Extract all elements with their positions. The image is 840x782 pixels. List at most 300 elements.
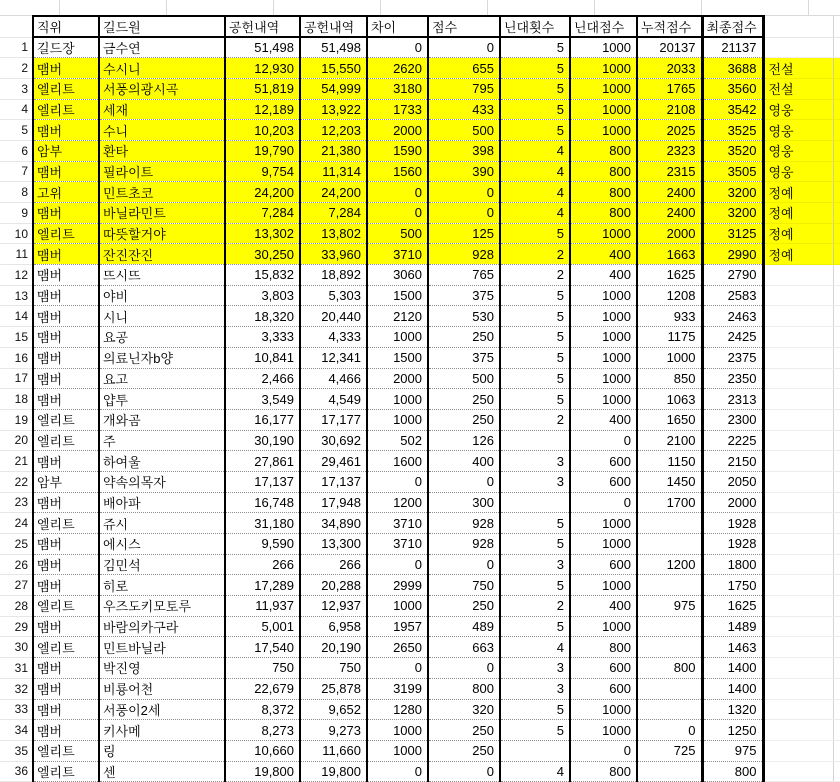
row-number[interactable]: 30 [0,637,33,658]
row-number[interactable]: 4 [0,99,33,120]
cell-contribution-before[interactable]: 24,200 [225,182,300,203]
cell-guild-member[interactable]: 쥬시 [99,513,225,534]
cell-position[interactable]: 엘리트 [33,78,99,99]
cell-final-score[interactable]: 2225 [702,430,763,451]
cell-accumulated-score[interactable]: 2100 [637,430,702,451]
cell-accumulated-score[interactable]: 20137 [637,37,702,58]
cell-accumulated-score[interactable] [637,534,702,555]
row-number[interactable]: 20 [0,430,33,451]
cell-final-score[interactable]: 1489 [702,616,763,637]
cell-rank-label[interactable]: 정예 [763,182,833,203]
header-contribution-after[interactable]: 공헌내역 [300,16,367,37]
row-number[interactable]: 26 [0,554,33,575]
cell-rank-label[interactable]: 영웅 [763,99,833,120]
cell-position[interactable]: 맴버 [33,161,99,182]
cell-contribution-before[interactable]: 27,861 [225,451,300,472]
row-number[interactable]: 9 [0,203,33,224]
cell-position[interactable]: 암부 [33,140,99,161]
cell-contribution-before[interactable]: 17,289 [225,575,300,596]
cell-contribution-after[interactable]: 17,137 [300,471,367,492]
row-number[interactable]: 29 [0,616,33,637]
cell-nindae-score[interactable]: 0 [570,740,637,761]
cell-position[interactable]: 엘리트 [33,596,99,617]
cell-guild-member[interactable]: 개와곰 [99,409,225,430]
cell-contribution-after[interactable]: 12,203 [300,120,367,141]
cell-nindae-count[interactable]: 2 [500,265,570,286]
cell-difference[interactable]: 0 [367,761,428,782]
cell-contribution-after[interactable]: 9,273 [300,720,367,741]
cell-guild-member[interactable]: 키사메 [99,720,225,741]
cell-contribution-after[interactable]: 25,878 [300,678,367,699]
cell-contribution-after[interactable]: 24,200 [300,182,367,203]
cell-difference[interactable]: 2000 [367,120,428,141]
header-rank-empty[interactable] [763,16,833,37]
cell-nindae-count[interactable]: 5 [500,99,570,120]
cell-nindae-score[interactable]: 1000 [570,285,637,306]
cell-nindae-score[interactable]: 0 [570,492,637,513]
cell-nindae-count[interactable]: 5 [500,347,570,368]
cell-nindae-count[interactable]: 5 [500,223,570,244]
cell-nindae-score[interactable]: 1000 [570,223,637,244]
cell-accumulated-score[interactable]: 1663 [637,244,702,265]
cell-position[interactable]: 맴버 [33,534,99,555]
cell-contribution-after[interactable]: 6,958 [300,616,367,637]
cell-rank-label[interactable] [763,368,833,389]
cell-score[interactable]: 433 [428,99,500,120]
cell-contribution-before[interactable]: 266 [225,554,300,575]
cell-difference[interactable]: 1500 [367,347,428,368]
cell-rank-label[interactable]: 영웅 [763,161,833,182]
cell-final-score[interactable]: 2425 [702,327,763,348]
cell-rank-label[interactable] [763,285,833,306]
cell-difference[interactable]: 0 [367,37,428,58]
cell-rank-label[interactable]: 정예 [763,244,833,265]
cell-score[interactable]: 800 [428,678,500,699]
cell-nindae-count[interactable]: 5 [500,285,570,306]
row-number[interactable]: 21 [0,451,33,472]
cell-guild-member[interactable]: 주 [99,430,225,451]
row-number[interactable]: 32 [0,678,33,699]
cell-contribution-before[interactable]: 13,302 [225,223,300,244]
cell-nindae-score[interactable]: 1000 [570,575,637,596]
cell-guild-member[interactable]: 김민석 [99,554,225,575]
cell-difference[interactable]: 1280 [367,699,428,720]
cell-rank-label[interactable] [763,513,833,534]
cell-nindae-count[interactable]: 5 [500,327,570,348]
cell-position[interactable]: 엘리트 [33,740,99,761]
cell-final-score[interactable]: 1800 [702,554,763,575]
cell-difference[interactable]: 2650 [367,637,428,658]
cell-rank-label[interactable] [763,451,833,472]
cell-score[interactable]: 663 [428,637,500,658]
cell-score[interactable]: 928 [428,244,500,265]
cell-contribution-before[interactable]: 16,748 [225,492,300,513]
cell-guild-member[interactable]: 요고 [99,368,225,389]
cell-contribution-before[interactable]: 10,841 [225,347,300,368]
cell-final-score[interactable]: 2150 [702,451,763,472]
cell-score[interactable]: 500 [428,368,500,389]
cell-position[interactable]: 맴버 [33,285,99,306]
header-final-score[interactable]: 최종점수 [702,16,763,37]
cell-final-score[interactable]: 1250 [702,720,763,741]
cell-contribution-after[interactable]: 17,177 [300,409,367,430]
cell-contribution-after[interactable]: 51,498 [300,37,367,58]
cell-nindae-count[interactable]: 5 [500,306,570,327]
cell-final-score[interactable]: 1625 [702,596,763,617]
cell-difference[interactable]: 0 [367,203,428,224]
cell-score[interactable]: 489 [428,616,500,637]
cell-final-score[interactable]: 2375 [702,347,763,368]
cell-final-score[interactable]: 3542 [702,99,763,120]
cell-difference[interactable]: 1500 [367,285,428,306]
row-number[interactable]: 31 [0,658,33,679]
cell-final-score[interactable]: 1400 [702,678,763,699]
cell-accumulated-score[interactable]: 2400 [637,182,702,203]
row-number[interactable]: 22 [0,471,33,492]
cell-score[interactable]: 390 [428,161,500,182]
cell-final-score[interactable]: 3520 [702,140,763,161]
cell-score[interactable]: 0 [428,203,500,224]
cell-position[interactable]: 엘리트 [33,223,99,244]
row-number[interactable]: 35 [0,740,33,761]
cell-nindae-count[interactable]: 5 [500,616,570,637]
cell-position[interactable]: 맴버 [33,389,99,410]
cell-position[interactable]: 맴버 [33,347,99,368]
cell-nindae-count[interactable]: 5 [500,389,570,410]
cell-nindae-count[interactable]: 3 [500,658,570,679]
cell-rank-label[interactable] [763,699,833,720]
cell-contribution-before[interactable]: 30,190 [225,430,300,451]
cell-guild-member[interactable]: 야비 [99,285,225,306]
cell-contribution-before[interactable]: 3,803 [225,285,300,306]
cell-accumulated-score[interactable] [637,761,702,782]
cell-position[interactable]: 맴버 [33,616,99,637]
cell-final-score[interactable]: 2463 [702,306,763,327]
cell-score[interactable]: 795 [428,78,500,99]
cell-position[interactable]: 맴버 [33,327,99,348]
cell-accumulated-score[interactable]: 1650 [637,409,702,430]
cell-score[interactable]: 125 [428,223,500,244]
cell-position[interactable]: 엘리트 [33,761,99,782]
cell-accumulated-score[interactable] [637,637,702,658]
cell-rank-label[interactable] [763,554,833,575]
cell-contribution-after[interactable]: 750 [300,658,367,679]
cell-accumulated-score[interactable]: 0 [637,720,702,741]
cell-final-score[interactable]: 1320 [702,699,763,720]
cell-difference[interactable]: 1733 [367,99,428,120]
cell-rank-label[interactable] [763,637,833,658]
cell-nindae-score[interactable]: 600 [570,658,637,679]
row-number[interactable]: 19 [0,409,33,430]
cell-accumulated-score[interactable]: 1450 [637,471,702,492]
cell-difference[interactable]: 2000 [367,368,428,389]
cell-nindae-score[interactable]: 1000 [570,534,637,555]
cell-guild-member[interactable]: 금수연 [99,37,225,58]
cell-guild-member[interactable]: 배아파 [99,492,225,513]
cell-guild-member[interactable]: 우즈도키모토루 [99,596,225,617]
cell-position[interactable]: 길드장 [33,37,99,58]
cell-guild-member[interactable]: 수니 [99,120,225,141]
cell-contribution-after[interactable]: 17,948 [300,492,367,513]
cell-difference[interactable]: 2120 [367,306,428,327]
row-number[interactable]: 1 [0,37,33,58]
row-number[interactable]: 24 [0,513,33,534]
cell-difference[interactable]: 2620 [367,58,428,79]
cell-difference[interactable]: 1000 [367,596,428,617]
cell-contribution-after[interactable]: 9,652 [300,699,367,720]
cell-difference[interactable]: 1000 [367,389,428,410]
cell-contribution-before[interactable]: 10,203 [225,120,300,141]
cell-accumulated-score[interactable]: 725 [637,740,702,761]
row-number[interactable]: 5 [0,120,33,141]
cell-contribution-after[interactable]: 12,341 [300,347,367,368]
cell-rank-label[interactable] [763,471,833,492]
cell-nindae-count[interactable]: 5 [500,534,570,555]
header-difference[interactable]: 차이 [367,16,428,37]
cell-difference[interactable]: 0 [367,658,428,679]
cell-position[interactable]: 맴버 [33,658,99,679]
corner-cell[interactable] [0,16,33,37]
cell-nindae-score[interactable]: 600 [570,554,637,575]
cell-position[interactable]: 엘리트 [33,513,99,534]
cell-position[interactable]: 맴버 [33,492,99,513]
cell-accumulated-score[interactable] [637,616,702,637]
cell-contribution-before[interactable]: 11,937 [225,596,300,617]
cell-nindae-score[interactable]: 600 [570,678,637,699]
row-number[interactable]: 18 [0,389,33,410]
header-guild-member[interactable]: 길드원 [99,16,225,37]
cell-position[interactable]: 엘리트 [33,430,99,451]
cell-nindae-score[interactable]: 800 [570,161,637,182]
cell-difference[interactable]: 3710 [367,513,428,534]
cell-difference[interactable]: 1957 [367,616,428,637]
cell-nindae-count[interactable] [500,740,570,761]
cell-final-score[interactable]: 2350 [702,368,763,389]
cell-rank-label[interactable] [763,265,833,286]
cell-difference[interactable]: 1000 [367,720,428,741]
cell-contribution-after[interactable]: 19,800 [300,761,367,782]
cell-nindae-score[interactable]: 800 [570,761,637,782]
cell-contribution-before[interactable]: 5,001 [225,616,300,637]
cell-nindae-score[interactable]: 1000 [570,368,637,389]
cell-score[interactable]: 250 [428,596,500,617]
cell-accumulated-score[interactable]: 850 [637,368,702,389]
cell-contribution-after[interactable]: 30,692 [300,430,367,451]
cell-nindae-score[interactable]: 1000 [570,37,637,58]
cell-contribution-after[interactable]: 20,440 [300,306,367,327]
cell-accumulated-score[interactable] [637,575,702,596]
cell-position[interactable]: 맴버 [33,451,99,472]
cell-contribution-before[interactable]: 31,180 [225,513,300,534]
cell-difference[interactable]: 2999 [367,575,428,596]
cell-score[interactable]: 655 [428,58,500,79]
row-number[interactable]: 23 [0,492,33,513]
cell-position[interactable]: 맴버 [33,678,99,699]
cell-guild-member[interactable]: 민트바닐라 [99,637,225,658]
cell-nindae-count[interactable]: 5 [500,37,570,58]
cell-contribution-after[interactable]: 5,303 [300,285,367,306]
cell-final-score[interactable]: 1750 [702,575,763,596]
cell-contribution-before[interactable]: 22,679 [225,678,300,699]
cell-contribution-before[interactable]: 17,137 [225,471,300,492]
cell-score[interactable]: 765 [428,265,500,286]
header-nindae-score[interactable]: 닌대점수 [570,16,637,37]
cell-final-score[interactable]: 2790 [702,265,763,286]
cell-final-score[interactable]: 2990 [702,244,763,265]
cell-score[interactable]: 400 [428,451,500,472]
cell-nindae-count[interactable]: 5 [500,720,570,741]
row-number[interactable]: 28 [0,596,33,617]
cell-final-score[interactable]: 3125 [702,223,763,244]
cell-rank-label[interactable] [763,534,833,555]
row-number[interactable]: 7 [0,161,33,182]
cell-accumulated-score[interactable]: 1063 [637,389,702,410]
cell-contribution-before[interactable]: 15,832 [225,265,300,286]
cell-guild-member[interactable]: 잔진잔진 [99,244,225,265]
cell-difference[interactable]: 1000 [367,409,428,430]
cell-position[interactable]: 맴버 [33,244,99,265]
cell-contribution-before[interactable]: 16,177 [225,409,300,430]
cell-position[interactable]: 맴버 [33,554,99,575]
row-number[interactable]: 36 [0,761,33,782]
cell-final-score[interactable]: 975 [702,740,763,761]
cell-nindae-count[interactable]: 4 [500,761,570,782]
cell-rank-label[interactable] [763,389,833,410]
cell-final-score[interactable]: 3505 [702,161,763,182]
cell-rank-label[interactable] [763,658,833,679]
cell-score[interactable]: 0 [428,658,500,679]
cell-final-score[interactable]: 1463 [702,637,763,658]
cell-accumulated-score[interactable] [637,513,702,534]
cell-position[interactable]: 맴버 [33,306,99,327]
cell-rank-label[interactable]: 영웅 [763,120,833,141]
cell-contribution-before[interactable]: 51,819 [225,78,300,99]
cell-score[interactable]: 530 [428,306,500,327]
cell-rank-label[interactable]: 영웅 [763,140,833,161]
cell-guild-member[interactable]: 하여울 [99,451,225,472]
cell-contribution-after[interactable]: 15,550 [300,58,367,79]
cell-contribution-after[interactable]: 7,284 [300,203,367,224]
cell-contribution-before[interactable]: 7,284 [225,203,300,224]
cell-position[interactable]: 맴버 [33,58,99,79]
row-number[interactable]: 16 [0,347,33,368]
cell-position[interactable]: 맴버 [33,120,99,141]
cell-accumulated-score[interactable]: 2400 [637,203,702,224]
cell-nindae-count[interactable]: 5 [500,78,570,99]
cell-contribution-before[interactable]: 17,540 [225,637,300,658]
cell-accumulated-score[interactable]: 2108 [637,99,702,120]
cell-score[interactable]: 0 [428,471,500,492]
row-number[interactable]: 12 [0,265,33,286]
cell-difference[interactable]: 500 [367,223,428,244]
cell-score[interactable]: 250 [428,327,500,348]
cell-guild-member[interactable]: 바람의카구라 [99,616,225,637]
cell-position[interactable]: 엘리트 [33,409,99,430]
cell-final-score[interactable]: 3560 [702,78,763,99]
row-number[interactable]: 10 [0,223,33,244]
cell-nindae-score[interactable]: 600 [570,451,637,472]
cell-difference[interactable]: 1590 [367,140,428,161]
cell-difference[interactable]: 3710 [367,534,428,555]
cell-rank-label[interactable] [763,430,833,451]
row-number[interactable]: 8 [0,182,33,203]
cell-guild-member[interactable]: 에시스 [99,534,225,555]
cell-final-score[interactable]: 2300 [702,409,763,430]
cell-difference[interactable]: 0 [367,471,428,492]
cell-rank-label[interactable] [763,616,833,637]
cell-contribution-after[interactable]: 13,300 [300,534,367,555]
cell-position[interactable]: 맴버 [33,575,99,596]
cell-score[interactable]: 750 [428,575,500,596]
cell-rank-label[interactable]: 정예 [763,203,833,224]
cell-accumulated-score[interactable]: 1625 [637,265,702,286]
cell-contribution-before[interactable]: 9,754 [225,161,300,182]
cell-contribution-after[interactable]: 33,960 [300,244,367,265]
cell-nindae-score[interactable]: 600 [570,471,637,492]
cell-guild-member[interactable]: 필라이트 [99,161,225,182]
cell-score[interactable]: 500 [428,120,500,141]
cell-guild-member[interactable]: 비룡어천 [99,678,225,699]
cell-contribution-before[interactable]: 12,189 [225,99,300,120]
cell-rank-label[interactable] [763,720,833,741]
cell-position[interactable]: 암부 [33,471,99,492]
cell-position[interactable]: 맴버 [33,720,99,741]
cell-nindae-score[interactable]: 1000 [570,720,637,741]
header-nindae-count[interactable]: 닌대횟수 [500,16,570,37]
cell-final-score[interactable]: 2313 [702,389,763,410]
row-number[interactable]: 27 [0,575,33,596]
cell-score[interactable]: 320 [428,699,500,720]
row-number[interactable]: 17 [0,368,33,389]
cell-position[interactable]: 맴버 [33,699,99,720]
cell-rank-label[interactable]: 전설 [763,78,833,99]
cell-rank-label[interactable] [763,761,833,782]
cell-position[interactable]: 엘리트 [33,637,99,658]
cell-nindae-score[interactable]: 400 [570,596,637,617]
cell-final-score[interactable]: 3200 [702,203,763,224]
cell-difference[interactable]: 1000 [367,740,428,761]
cell-score[interactable]: 928 [428,513,500,534]
cell-contribution-before[interactable]: 8,273 [225,720,300,741]
cell-contribution-after[interactable]: 4,333 [300,327,367,348]
cell-position[interactable]: 맴버 [33,368,99,389]
cell-contribution-before[interactable]: 19,800 [225,761,300,782]
cell-contribution-after[interactable]: 4,549 [300,389,367,410]
cell-guild-member[interactable]: 요공 [99,327,225,348]
cell-contribution-after[interactable]: 13,922 [300,99,367,120]
header-position[interactable]: 직위 [33,16,99,37]
cell-contribution-after[interactable]: 18,892 [300,265,367,286]
cell-difference[interactable]: 0 [367,182,428,203]
row-number[interactable]: 14 [0,306,33,327]
cell-contribution-before[interactable]: 3,333 [225,327,300,348]
cell-contribution-after[interactable]: 29,461 [300,451,367,472]
cell-contribution-after[interactable]: 54,999 [300,78,367,99]
cell-nindae-score[interactable]: 800 [570,140,637,161]
cell-score[interactable]: 300 [428,492,500,513]
cell-contribution-after[interactable]: 13,802 [300,223,367,244]
cell-score[interactable]: 375 [428,347,500,368]
cell-accumulated-score[interactable]: 2323 [637,140,702,161]
cell-contribution-before[interactable]: 30,250 [225,244,300,265]
cell-nindae-score[interactable]: 400 [570,265,637,286]
cell-accumulated-score[interactable] [637,678,702,699]
cell-rank-label[interactable] [763,740,833,761]
row-number[interactable]: 11 [0,244,33,265]
cell-rank-label[interactable] [763,575,833,596]
cell-final-score[interactable]: 2000 [702,492,763,513]
cell-position[interactable]: 맴버 [33,203,99,224]
